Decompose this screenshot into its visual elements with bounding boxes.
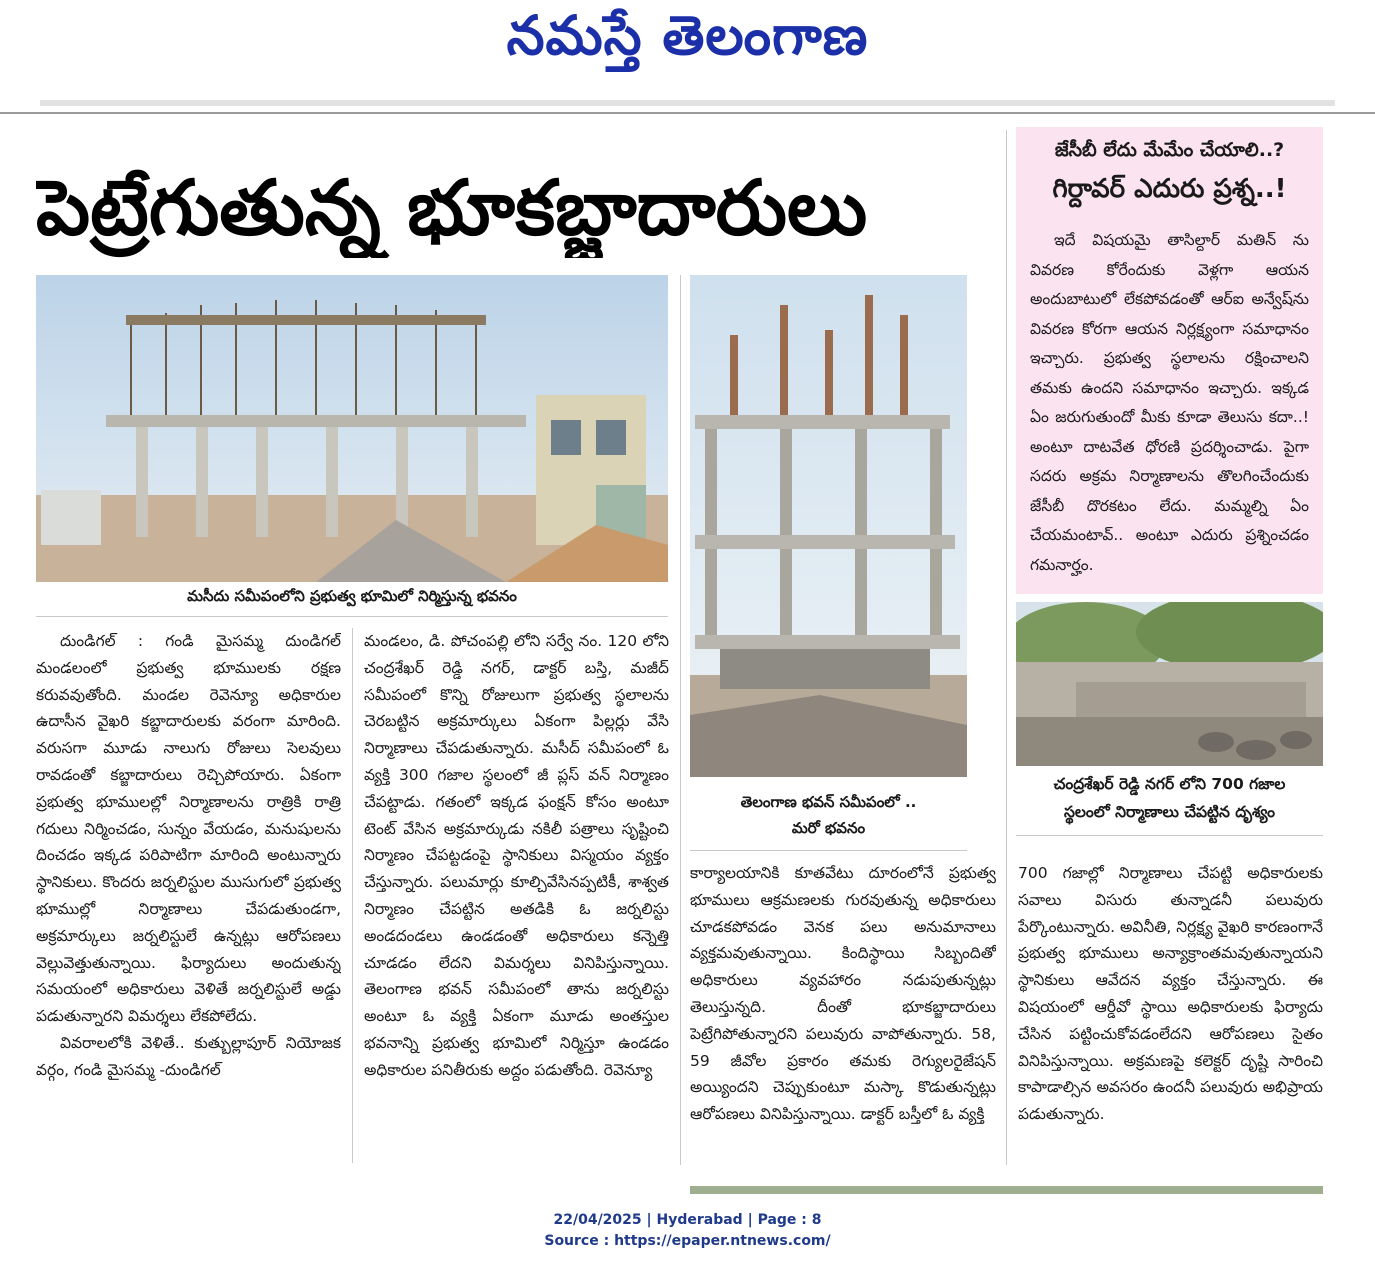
sidebar-box (1016, 127, 1323, 594)
article-paragraph: మండలం, డి. పోచంపల్లి లోని సర్వే నం. 120 లోని చంద్రశేఖర్ రెడ్డి నగర్, డాక్టర్ బస్తి, మజీద్ సమీపంలో కొన్ని రోజులుగా ప్రభుత్వ స్థలాలను చెరబట్టిన అక్రమార్కులు ఏకంగా పిల్లర్లు వేసి నిర్మాణాలు చేపడుతున్నారు. మసీద్ సమీపంలో ఓ వ్యక్తి 300 గజాల స్థలంలో జీ ప్లస్ వన్ నిర్మాణం చేపట్టాడు. గతంలో ఇక్కడ ఫంక్షన్ కోసం అంటూ టెంట్ వేసిన అక్రమార్కుడు నకిలీ పత్రాలు సృష్టించి నిర్మాణం చేపట్టడంపై స్థానికులు విస్మయం వ్యక్తం చేస్తున్నారు. పలుమార్లు కూల్చివేసినప్పటికీ, శాశ్వత నిర్మాణం చేపట్టిన అతడికి ఓ జర్నలిస్టు అండదండలు ఉండడంతో అధికారులు కన్నెత్తి చూడడం లేదని విమర్శలు వినిపిస్తున్నాయి. తెలంగాణ భవన్ సమీపంలో తాను జర్నలిస్టు అంటూ ఓ వ్యక్తి ఏకంగా మూడు అంతస్తుల భవనాన్ని ప్రభుత్వ భూమిలో నిర్మిస్తూ ఉండడం అధికారుల పనితీరుకు అద్దం పడుతోంది. రెవెన్యూ (364, 632, 669, 1079)
article-paragraph: వివరాలలోకి వెళితే.. కుత్బుల్లాపూర్ నియోజక వర్గం, గండి మైసమ్మ -దుండిగల్ (36, 1033, 341, 1079)
photo-telangana-bhavan-image (690, 275, 967, 777)
footer-source: Source : https://epaper.ntnews.com/ (544, 1233, 831, 1249)
article-column-4 (1018, 860, 1323, 1165)
divider (690, 850, 967, 851)
photo-mosque-building-image (36, 275, 668, 582)
column-rule (352, 628, 353, 1163)
caption-line: స్థలంలో నిర్మాణాలు చేపట్టిన దృశ్యం (1064, 803, 1275, 821)
caption-line: చంద్రశేఖర్ రెడ్డి నగర్ లోని 700 గజాల (1053, 775, 1286, 793)
caption-photo-mosque: మసీదు సమీపంలోని ప్రభుత్వ భూమిలో నిర్మిస్తున్న భవనం (187, 587, 517, 605)
photo-700-yards-image (1016, 602, 1323, 766)
photo-mosque-building (36, 275, 668, 582)
sidebar-subhead: గిర్దావర్ ఎదురు ప్రశ్న..! (1052, 174, 1287, 204)
headline: పెట్రేగుతున్న భూకబ్జాదారులు (36, 163, 868, 252)
article-column-3 (690, 860, 996, 1165)
page-footer (0, 1210, 1375, 1252)
article-column-1 (36, 628, 341, 1163)
caption-photo-telangana-bhavan (690, 789, 967, 841)
photo-strip (690, 1186, 1323, 1194)
article-paragraph: 700 గజాల్లో నిర్మాణాలు చేపట్టి అధికారులకు సవాలు విసురు తున్నాడనీ పలువురు పేర్కొంటున్నారు. అవినీతి, నిర్లక్ష్య వైఖరి కారణంగానే ప్రభుత్వ భూములు అన్యాక్రాంతమవుతున్నాయని స్థానికులు ఆవేదన వ్యక్తం చేస్తున్నారు. ఈ విషయంలో ఆర్డీవో స్థాయి అధికారులకు ఫిర్యాదు చేసిన పట్టించుకోవడంలేదని ఆరోపణలు సైతం వినిపిస్తున్నాయి. అక్రమణపై కలెక్టర్ దృష్టి సారించి కాపాడాల్సిన అవసరం ఉందనీ పలువురు అభిప్రాయ పడుతున్నారు. (1018, 864, 1323, 1124)
divider (36, 616, 668, 617)
article-paragraph: కార్యాలయానికి కూతవేటు దూరంలోనే ప్రభుత్వ భూములు ఆక్రమణలకు గురవుతున్న అధికారులు చూడకపోవడం వెనక పలు అనుమానాలు వ్యక్తమవుతున్నాయి. కిందిస్థాయి సిబ్బందితో అధికారులు వ్యవహారం నడుపుతున్నట్లు తెలుస్తున్నది. దీంతో భూకబ్జాదారులు పెట్రేగిపోతున్నారని పలువురు వాపోతున్నారు. 58, 59 జీవోల ప్రకారం తమకు రెగ్యులరైజేషన్ అయ్యిందని చెప్పుకుంటూ మస్కా కొడుతున్నట్లు ఆరోపణలు వినిపిస్తున్నాయి. డాక్టర్ బస్తీలో ఓ వ్యక్తి (690, 864, 996, 1124)
divider (1016, 835, 1323, 836)
masthead (0, 0, 1375, 80)
column-rule (680, 275, 681, 1165)
caption-photo-700-yards (1016, 770, 1323, 826)
footer-date-edition: 22/04/2025 | Hyderabad | Page : 8 (553, 1212, 822, 1228)
caption-line: తెలంగాణ భవన్ సమీపంలో .. (740, 793, 917, 811)
photo-telangana-bhavan-building (690, 275, 967, 777)
photo-700-yards-plot (1016, 602, 1323, 766)
newspaper-logo: నమస్తే తెలంగాణ (506, 4, 869, 67)
caption-line: మరో భవనం (791, 819, 866, 837)
article-column-2 (364, 628, 669, 1163)
article-paragraph: దుండిగల్ : గండి మైసమ్మ దుండిగల్ మండలంలో ప్రభుత్వ భూములకు రక్షణ కరువవుతోంది. మండల రెవెన్యూ అధికారుల ఉదాసీన వైఖరి కబ్జాదారులకు వరంగా మారింది. వరుసగా మూడు నాలుగు రోజులు సెలవులు రావడంతో కబ్జాదారులు రెచ్చిపోయారు. ఏకంగా ప్రభుత్వ భూములల్లో నిర్మాణాలను రాత్రికి రాత్రి గదులు నిర్మించడం, సున్నం వేయడం, మనుషులను దించడం ఇక్కడ పరిపాటిగా మారింది అంటున్నారు స్థానికులు. కొందరు జర్నలిస్టుల ముసుగులో ప్రభుత్వ భూముల్లో నిర్మాణాలు చేపడుతుండగా, అక్రమార్కులు జర్నలిస్టులే ఉన్నట్లు ఆరోపణలు వెల్లువెత్తుతున్నాయి. ఫిర్యాదులు అందుతున్న సమయంలో అధికారులు వెళితే జర్నలిస్టులే అడ్డు పడుతున్నారని విమర్శలు లేకపోలేదు. (36, 632, 341, 1026)
sidebar-body: ఇదే విషయమై తాసిల్దార్ మతిన్ ను వివరణ కోరేందుకు వెళ్లగా ఆయన అందుబాటులో లేకపోవడంతో ఆర్ఐ అన్వేష్‌ను వివరణ కోరగా ఆయన నిర్లక్ష్యంగా సమాధానం ఇచ్చారు. ప్రభుత్వ స్థలాలను రక్షించాలని తమకు ఉందని సమాధానం ఇచ్చారు. ఇక్కడ ఏం జరుగుతుందో మీకు కూడా తెలుసు కదా..! అంటూ దాటవేత ధోరణి ప్రదర్శించాడు. పైగా సదరు అక్రమ నిర్మాణాలను తొలగించేందుకు జేసీబీ దొరకటం లేదు. మమ్మల్ని ఏం చేయమంటావ్.. అంటూ ఎదురు ప్రశ్నించడం గమనార్హం. (1030, 231, 1309, 574)
sidebar-kicker: జేసీబీ లేదు మేమేం చేయాలి..? (1054, 139, 1285, 161)
masthead-strip (40, 100, 1335, 106)
masthead-rule (0, 112, 1375, 114)
column-rule (1006, 130, 1007, 1165)
